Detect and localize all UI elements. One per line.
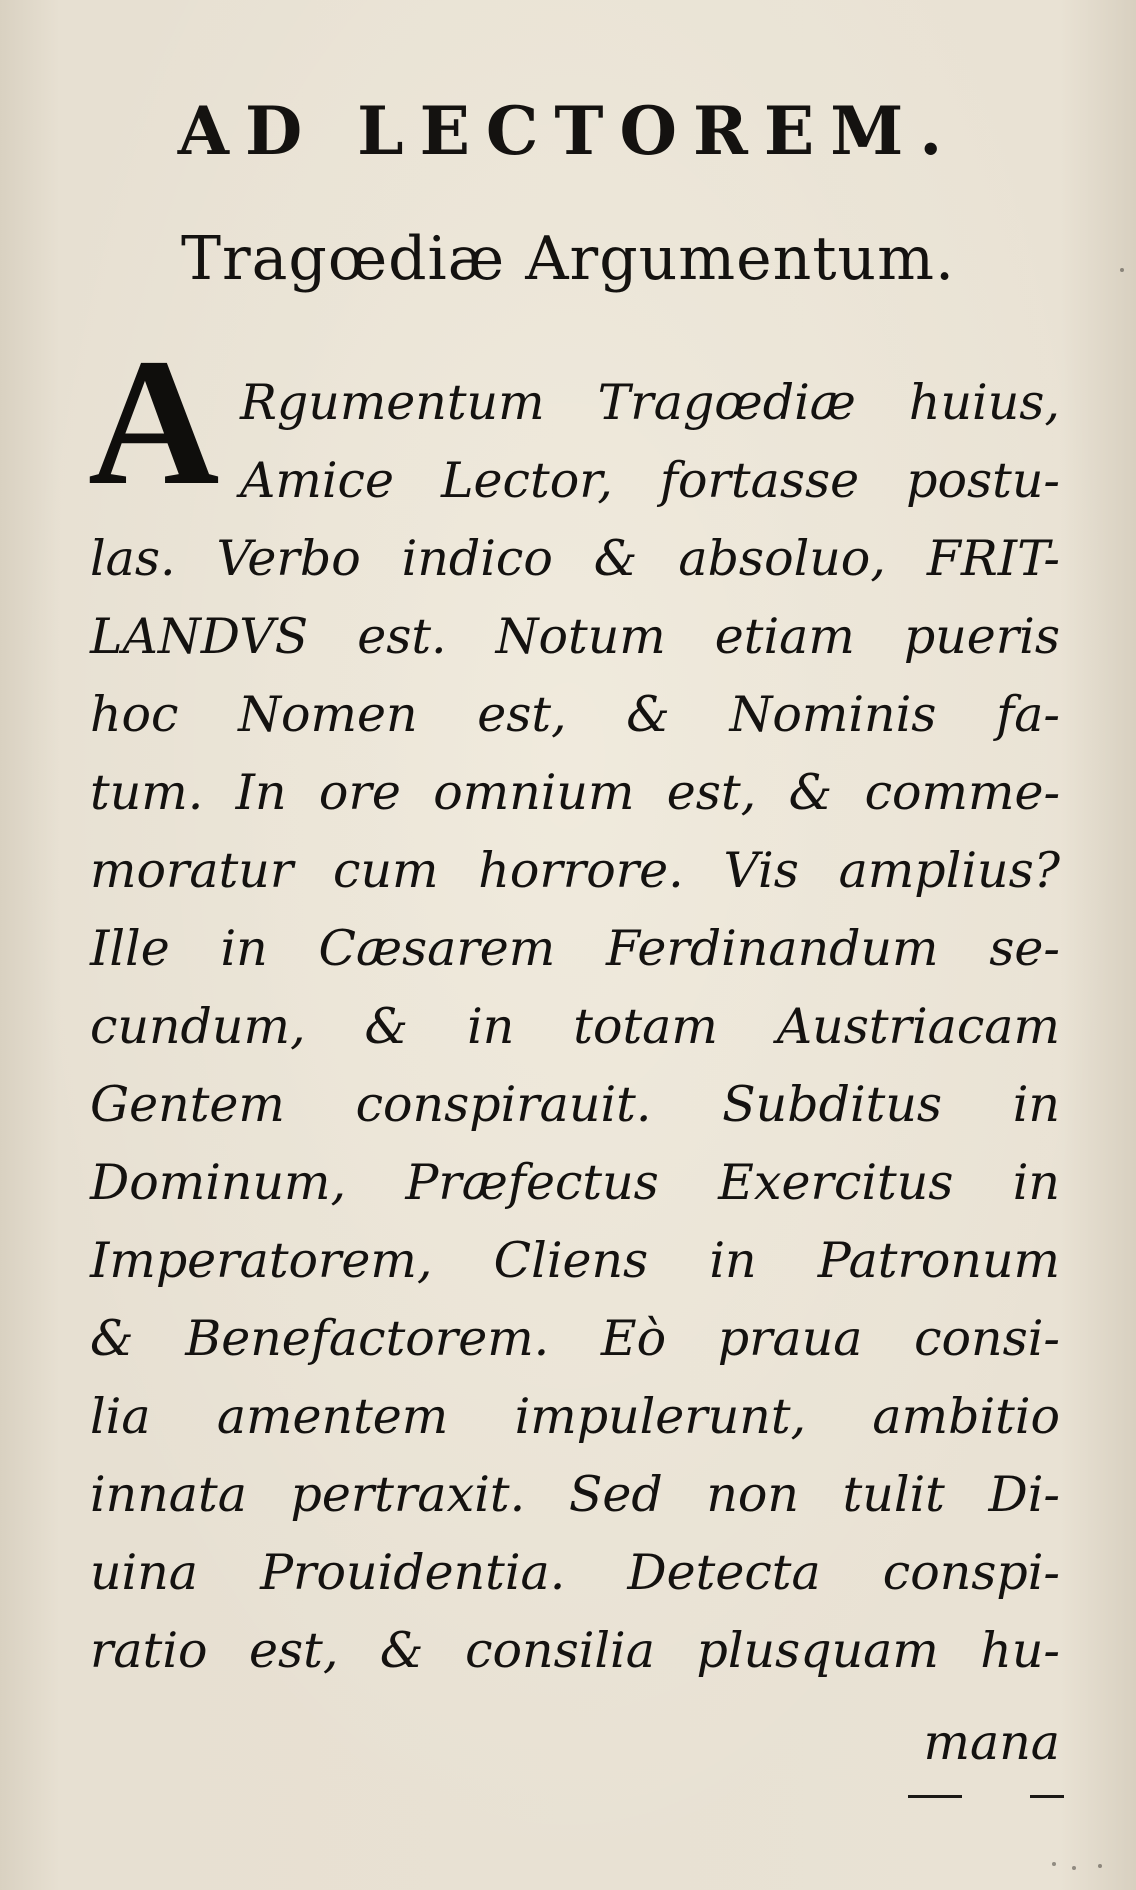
text-line: Rgumentum Tragœdiæ huius, xyxy=(240,374,1060,431)
paper-speck xyxy=(1098,1864,1102,1868)
text-line: & Benefactorem. Eò praua consi- xyxy=(90,1310,1060,1367)
paper-speck xyxy=(1072,1866,1076,1870)
catchword-underline xyxy=(908,1795,962,1798)
text-line: las. Verbo indico & absoluo, FRIT- xyxy=(90,530,1060,587)
page-title: AD LECTOREM. xyxy=(177,92,959,170)
text-line: hoc Nomen est, & Nominis fa- xyxy=(90,686,1060,743)
text-line: ratio est, & consilia plusquam hu- xyxy=(90,1622,1060,1679)
drop-cap-initial: A xyxy=(88,322,220,523)
text-line: innata pertraxit. Sed non tulit Di- xyxy=(90,1466,1060,1523)
text-line: Gentem conspirauit. Subditus in xyxy=(90,1076,1060,1133)
text-line: uina Prouidentia. Detecta conspi- xyxy=(90,1544,1060,1601)
text-line: Ille in Cæsarem Ferdinandum se- xyxy=(90,920,1060,977)
catchword-underline xyxy=(1030,1795,1064,1798)
paper-speck xyxy=(1052,1862,1056,1866)
text-line: lia amentem impulerunt, ambitio xyxy=(90,1388,1060,1445)
text-line: Dominum, Præfectus Exercitus in xyxy=(90,1154,1060,1211)
catchword: mana xyxy=(923,1714,1060,1771)
text-line: tum. In ore omnium est, & comme- xyxy=(90,764,1060,821)
text-line: cundum, & in totam Austriacam xyxy=(90,998,1060,1055)
page-subtitle: Tragœdiæ Argumentum. xyxy=(180,224,956,294)
paper-speck xyxy=(1120,268,1124,272)
text-line: Amice Lector, fortasse postu- xyxy=(240,452,1060,509)
text-line: moratur cum horrore. Vis amplius? xyxy=(90,842,1060,899)
text-line: Imperatorem, Cliens in Patronum xyxy=(90,1232,1060,1289)
text-line: LANDVS est. Notum etiam pueris xyxy=(90,608,1060,665)
